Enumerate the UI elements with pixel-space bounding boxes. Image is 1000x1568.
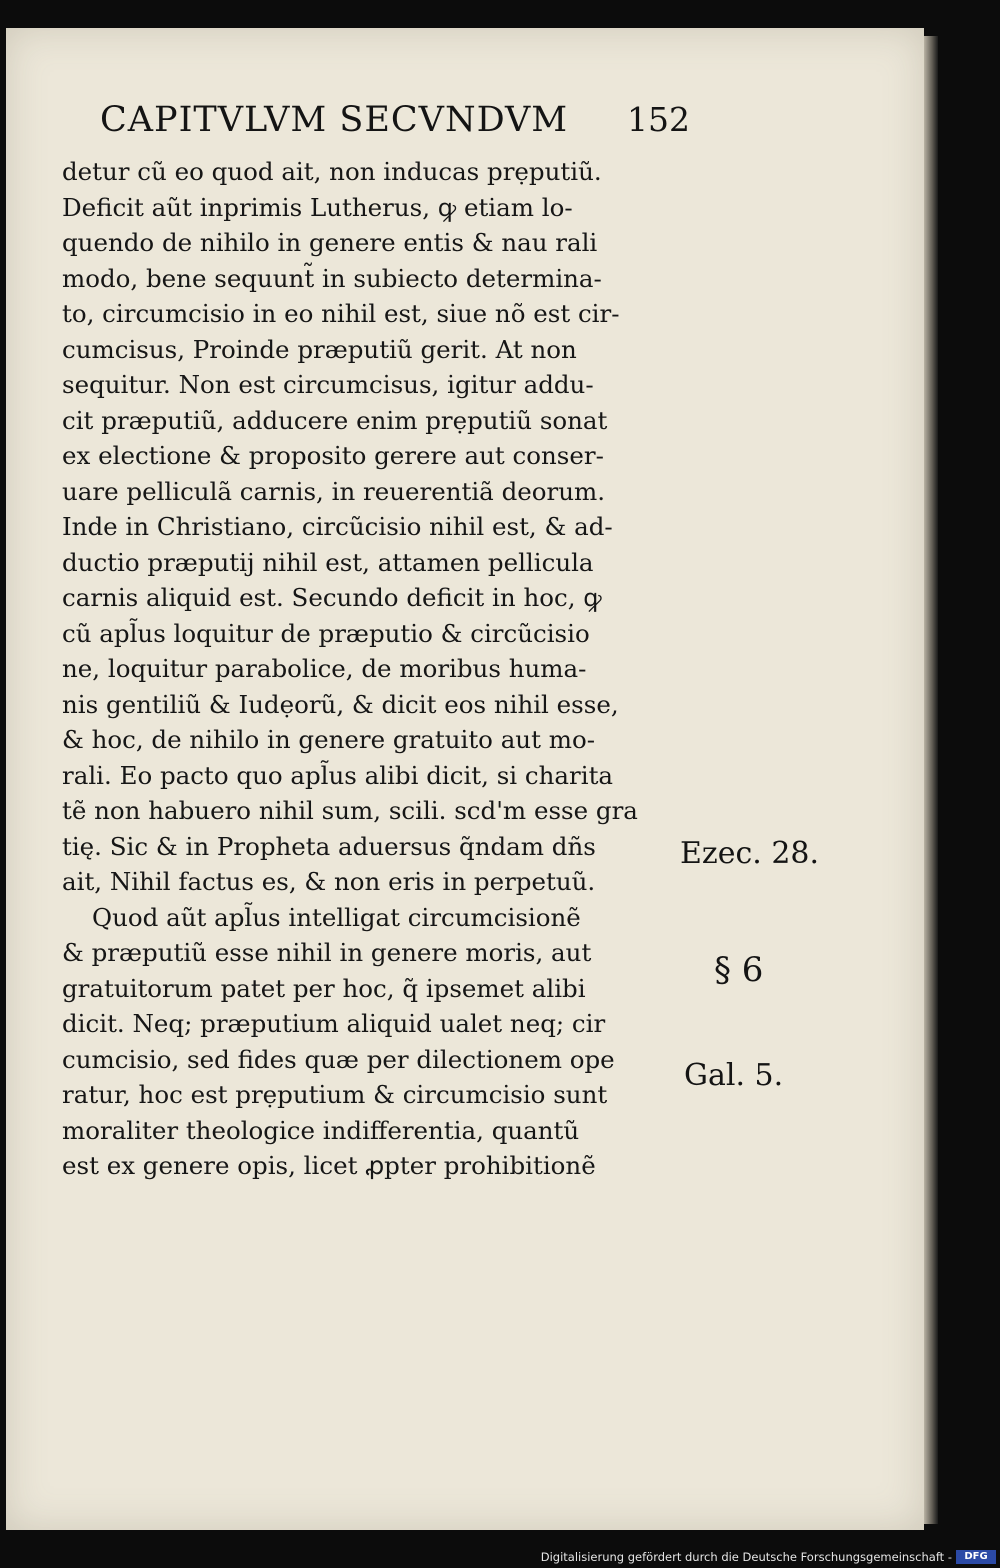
text-line: rali. Eo pacto quo apl̃us alibi dicit, si charita [62,760,614,790]
text-line: quendo de nihilo in genere entis & nau rali [62,228,598,257]
text-line: ne, loquitur parabolice, de moribus huma- [62,654,587,683]
text-line: cumcisio, sed fides quæ per dilectionem ope [62,1044,615,1074]
text-line: Quod aũt apl̃us intelligat circumcisionẽ [92,902,581,932]
text-line: est ex genere opis, licet ꝓpter prohibitionẽ [62,1151,596,1180]
text-line: cit præputiũ, adducere enim prẹputiũ sonat [62,405,608,435]
body-text [62,154,682,1184]
text-line: cumcisus, Proinde præputiũ gerit. At non [62,334,577,364]
text-line: tię. Sic & in Propheta aduersus q̃ndam dñs [62,831,596,861]
text-line: cũ apl̃us loquitur de præputio & circũcisio [62,618,590,648]
text-line: tẽ non habuero nihil sum, scili. scd'm esse gra [62,796,638,825]
text-line: dicit. Neq; præputium aliquid ualet neq; cir [62,1009,606,1038]
chapter-heading: CAPITVLVM SECVNDVM [100,100,569,140]
page-edge [924,36,938,1524]
text-line: detur cũ eo quod ait, non inducas prẹputiũ. [62,157,602,186]
text-line: nis gentiliũ & Iudẹorũ, & dicit eos nihil esse, [62,689,619,719]
margin-note-ezec: Ezec. 28. [680,836,820,871]
running-header [100,100,690,144]
text-line: uare pelliculã carnis, in reuerentiã deorum. [62,476,606,506]
text-line: Inde in Christiano, circũcisio nihil est, & ad- [62,512,613,541]
text-line: ex electione & proposito gerere aut conser- [62,441,604,470]
text-line: ratur, hoc est prẹputium & circumcisio sunt [62,1080,608,1109]
margin-note-gal: Gal. 5. [684,1058,784,1093]
text-line: ductio præputij nihil est, attamen pellicula [62,547,594,577]
text-line: carnis aliquid est. Secundo deficit in hoc, ꝙ [62,583,602,612]
text-line: ait, Nihil factus es, & non eris in perpetuũ. [62,867,596,896]
text-line: & hoc, de nihilo in genere gratuito aut mo- [62,725,595,754]
page-number: 152 [627,100,690,139]
text-line: sequitur. Non est circumcisus, igitur addu- [62,370,594,399]
text-line: & præputiũ esse nihil in genere moris, aut [62,938,592,967]
text-line: modo, bene sequunt̃ in subiecto determina- [62,263,602,293]
dfg-logo: DFG [956,1550,996,1564]
margin-note-section: § 6 [714,950,764,990]
digitization-credit: Digitalisierung gefördert durch die Deutsche Forschungsgemeinschaft - [540,1550,952,1564]
text-line: to, circumcisio in eo nihil est, siue nõ est cir- [62,299,620,328]
text-line: gratuitorum patet per hoc, q̃ ipsemet alibi [62,973,586,1003]
text-line: moraliter theologice indifferentia, quantũ [62,1115,580,1145]
text-line: Deficit aũt inprimis Lutherus, ꝙ etiam lo- [62,192,573,222]
